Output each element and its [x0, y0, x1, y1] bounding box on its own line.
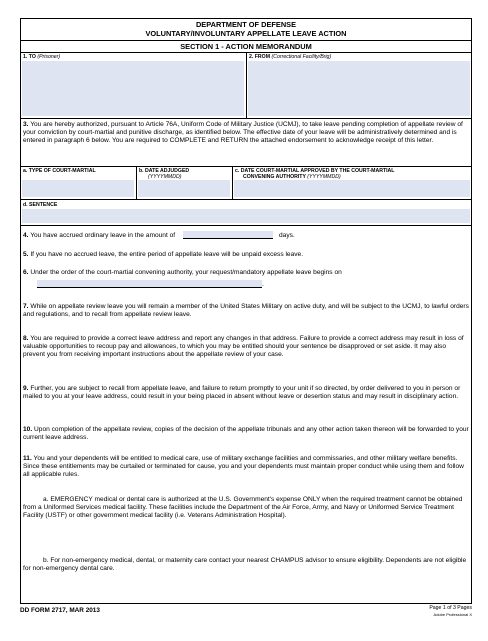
leave-begin-date-field[interactable] — [37, 280, 262, 288]
section-heading: SECTION 1 - ACTION MEMORANDUM — [180, 42, 312, 51]
leave-begin-date-row: . — [23, 280, 469, 289]
date-adjudged-field[interactable] — [138, 180, 230, 197]
paragraph-11: 11. You and your dependents will be entitled to medical care, use of military exchange facilities and commissaries, and other military welfare benefits. Since these entitlements may be curtailed or terminated for cause, you and your dependents must maintain proper conduct while using them and follow all applicable rules. — [23, 455, 464, 479]
paragraph-7: 7. While on appellate review leave you will remain a member of the United States Military on active duty, and will be subject to the UCMJ, to lawful orders and regulations, and to recall from appellate review leave. — [23, 303, 469, 319]
page-indicator: Page 1 of 3 Pages Adobe Professional X — [429, 605, 472, 617]
divider — [20, 225, 472, 226]
date-approved-label: c. DATE COURT-MARTIAL APPROVED BY THE COURT-MARTIAL CONVENING AUTHORITY (YYYYMMDD) — [235, 168, 395, 180]
form-page — [20, 18, 472, 618]
paragraph-4: 4. You have accrued ordinary leave in the amount of days. — [23, 232, 295, 239]
paragraph-11a: a. EMERGENCY medical or dental care is authorized at the U.S. Government's expense ONLY when the required treatment cannot be obtained from a Uniformed Services medical facility. These facilities include the Department of the Air Force, Army, and Navy or Uniformed Service Treatment Facility (USTF) or other government medical facility (i.e. Veterans Administration Hospital). — [23, 496, 463, 520]
sentence-field[interactable] — [22, 209, 470, 223]
paragraph-11b: b. For non-emergency medical, dental, or maternity care contact your nearest CHAMPUS advisor to ensure eligibility. Dependents are not eligible for non-emergency dental care. — [23, 557, 467, 573]
to-field[interactable] — [22, 61, 244, 116]
court-martial-type-field[interactable] — [22, 180, 134, 197]
paragraph-10: 10. Upon completion of the appellate review, copies of the decision of the appellate tribunals and any other action taken thereon will be forwarded to your current leave address. — [23, 426, 469, 442]
court-martial-type-label: a. TYPE OF COURT-MARTIAL — [23, 168, 96, 174]
divider — [20, 199, 472, 200]
date-adjudged-label: b. DATE ADJUDGED (YYYYMMDD) — [139, 168, 190, 180]
form-number: DD FORM 2717, MAR 2013 — [20, 607, 100, 614]
divider — [232, 166, 233, 199]
from-label: 2. FROM (Correctional Facility/Brig) — [249, 54, 332, 60]
divider — [20, 166, 472, 167]
form-title: VOLUNTARY/INVOLUNTARY APPELLATE LEAVE ACTION — [145, 29, 347, 38]
divider — [20, 40, 472, 41]
divider — [136, 166, 137, 199]
paragraph-9: 9. Further, you are subject to recall from appellate leave, and failure to return promptly to your unit if so directed, by order delivered to you in person or mailed to you at your leave address, could result in your being placed in absent without leave or desertion status and may result in disciplinary action. — [23, 385, 461, 401]
paragraph-3: 3. You are hereby authorized, pursuant to Article 76A, Uniform Code of Military Justice (UCMJ), to take leave pending completion of appellate review of your conviction by court-martial and punitive discharge, as identified below. The effective date of your leave will be administratively determined and is entered in paragraph 6 below. You are required to COMPLETE and RETURN the attached endorsement to acknowledge receipt of this letter. — [23, 121, 463, 145]
date-approved-field[interactable] — [234, 180, 470, 197]
divider — [246, 52, 247, 118]
to-label: 1. TO (Prisoner) — [23, 54, 61, 60]
paragraph-6: 6. Under the order of the court-martial convening authority, your request/mandatory appellate leave begins on — [23, 269, 342, 276]
paragraph-5: 5. If you have no accrued leave, the entire period of appellate leave will be unpaid excess leave. — [23, 251, 304, 258]
paragraph-8: 8. You are required to provide a correct leave address and report any changes in that address. Failure to provide a correct address may result in loss of valuable opportunities to recoup pay and allowances, to which you may be entitled should your sentence be disapproved or set aside. It may also prevent you from receiving important instructions about the appellate review of your case. — [23, 335, 464, 359]
sentence-label: d. SENTENCE — [23, 202, 58, 208]
agency-heading: DEPARTMENT OF DEFENSE — [195, 20, 297, 29]
accrued-leave-days-field[interactable] — [183, 231, 273, 239]
divider — [20, 118, 472, 119]
from-field[interactable] — [248, 61, 470, 116]
